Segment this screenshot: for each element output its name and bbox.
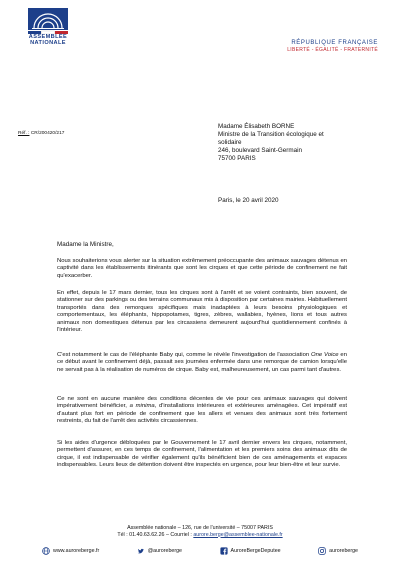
reference-label: Réf. :: [18, 131, 30, 136]
recipient-title-2: solidaire: [218, 139, 242, 147]
footer-address: Assemblée nationale – 126, rue de l'université – 75007 PARIS: [127, 525, 273, 531]
paragraph-5: Si les aides d'urgence débloquées par le Gouvernement le 17 avril dernier envers les cirques, notamment, permettent d'assurer, en ces temps de confinement, l'alimentation et les premiers soins des animaux dits de cirque, il est indispensable de vérifier également qu'ils bénéficient bien de ces aménagements et espaces indispensables. Leurs lieux de détention doivent être inspectés en urgence, pour leur bien-être et leur survie.: [57, 440, 347, 469]
republique-title: RÉPUBLIQUE FRANÇAISE: [291, 40, 378, 46]
reference: [18, 131, 64, 136]
hemicycle-icon: [28, 8, 68, 34]
logo-line1: ASSEMBLÉE: [28, 34, 68, 40]
a-minima-text: a minima: [129, 403, 155, 410]
assemblee-nationale-logo: [24, 8, 72, 47]
paragraph-3: C'est notamment le cas de l'éléphante Baby qui, comme le révèle l'investigation de l'association One Voice en ce début avant le confinement déjà, passait ses journées enfermée dans une remorque de camion lorsqu'elle ne servait pas à la réalisation de numéros de cirque. Baby est, malheureusement, un cas parmi tant d'autres.: [57, 352, 347, 373]
instagram-icon: [318, 547, 326, 555]
email-link[interactable]: aurore.berge@assemblee-nationale.fr: [193, 531, 283, 538]
footer: [0, 525, 400, 538]
paragraph-4: Ce ne sont en aucune manière des conditions décentes de vie pour ces animaux sauvages qui doivent impérativement bénéficier, a minima, d'installations intérieures et extérieures aménagées. Cet impératif est d'autant plus fort en période de confinement que les allers et venues des animaux sont très fortement restreints, du fait de l'arrêt des activités circassiennes.: [57, 396, 348, 425]
paragraph-1: Nous souhaiterions vous alerter sur la situation extrêmement préoccupante des animaux sauvages détenus en captivité dans les établissements itinérants que sont les cirques et que cette période de confinement ne fait qu'exacerber.: [57, 258, 347, 279]
recipient-address: [218, 123, 368, 163]
recipient-name: Madame Élisabeth BORNE: [218, 123, 295, 130]
salutation: Madame la Ministre,: [57, 241, 114, 248]
letter-date: Paris, le 20 avril 2020: [218, 197, 279, 204]
facebook-link[interactable]: AuroreBergeDeputee: [220, 547, 281, 555]
instagram-link[interactable]: auroreberge: [318, 547, 358, 555]
social-links: [42, 547, 358, 555]
globe-icon: [42, 547, 50, 555]
republique-motto: LIBERTÉ - ÉGALITÉ - FRATERNITÉ: [287, 47, 378, 53]
recipient-city: 75700 PARIS: [218, 155, 256, 163]
logo-line2: NATIONALE: [30, 40, 66, 47]
website-link[interactable]: www.auroreberge.fr: [42, 547, 99, 555]
republique-header: [287, 40, 378, 53]
facebook-icon: [220, 547, 228, 555]
recipient-street: 246, boulevard Saint-Germain: [218, 147, 303, 155]
one-voice-text: One Voice: [311, 352, 339, 358]
twitter-link[interactable]: @auroreberge: [137, 547, 182, 555]
paragraph-2: En effet, depuis le 17 mars dernier, tous les cirques sont à l'arrêt et se voient contraints, bien souvent, de stationner sur des parkings ou des terrains communaux mis à disposition par certaines mairies. Habituellement transportés dans des remorques spécifiques mais inadaptées à leurs besoins physiologiques et comportementaux, les éléphants, hippopotames, tigres, zèbres, wallabies, hyènes, lions et tous autres animaux non domestiques détenus par les circassiens demeurent aujourd'hui quotidiennement confinés à l'intérieur.: [57, 290, 347, 334]
twitter-icon: [137, 547, 145, 555]
recipient-title-1: Ministre de la Transition écologique et: [218, 131, 324, 139]
reference-value: CR/200420/217: [30, 131, 65, 136]
footer-contact: Tél : 01.40.63.62.26 – Courriel : aurore.berge@assemblee-nationale.fr: [117, 531, 283, 538]
